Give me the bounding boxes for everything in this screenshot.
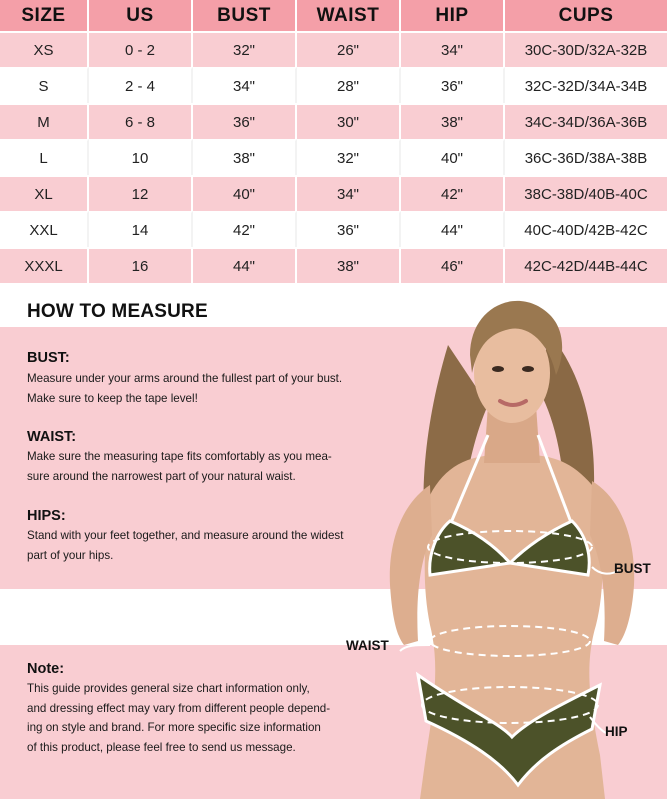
- bust-callout: BUST: [614, 561, 651, 576]
- cell-waist: 32": [297, 139, 401, 175]
- cell-size: S: [0, 67, 89, 103]
- table-row: [0, 175, 667, 211]
- hip-callout: HIP: [605, 724, 628, 739]
- cell-hip: 34": [401, 31, 505, 67]
- header-waist: WAIST: [297, 0, 401, 31]
- cell-hip: 36": [401, 67, 505, 103]
- cell-hip: 38": [401, 103, 505, 139]
- bust-text: [27, 369, 407, 408]
- cell-us: 14: [89, 211, 193, 247]
- cell-us: 10: [89, 139, 193, 175]
- hips-line: part of your hips.: [27, 548, 114, 562]
- waist-pointer: [400, 645, 430, 651]
- cell-us: 2 - 4: [89, 67, 193, 103]
- cell-us: 16: [89, 247, 193, 283]
- model-illustration: [360, 285, 667, 799]
- table-row: [0, 211, 667, 247]
- model-photo: [360, 285, 667, 799]
- cell-size: M: [0, 103, 89, 139]
- note-line: and dressing effect may vary from different people depend-: [27, 701, 331, 715]
- header-us: US: [89, 0, 193, 31]
- cell-bust: 34": [193, 67, 297, 103]
- note-line: This guide provides general size chart information only,: [27, 682, 310, 695]
- note-line: ing on style and brand. For more specific size information: [27, 721, 321, 734]
- cell-bust: 40": [193, 175, 297, 211]
- hips-text: [27, 526, 407, 565]
- note-heading: Note:: [27, 661, 65, 677]
- cell-hip: 40": [401, 139, 505, 175]
- header-cups: CUPS: [505, 0, 667, 31]
- waist-text: [27, 447, 407, 486]
- cell-bust: 42": [193, 211, 297, 247]
- cell-hip: 44": [401, 211, 505, 247]
- cell-waist: 34": [297, 175, 401, 211]
- cell-hip: 46": [401, 247, 505, 283]
- hips-line: Stand with your feet together, and measure around the widest: [27, 529, 344, 542]
- table-row: [0, 67, 667, 103]
- cell-cups: 30C-30D/32A-32B: [505, 31, 667, 67]
- table-header-row: [0, 0, 667, 31]
- waist-line: sure around the narrowest part of your natural waist.: [27, 469, 296, 483]
- header-bust: BUST: [193, 0, 297, 31]
- cell-cups: 40C-40D/42B-42C: [505, 211, 667, 247]
- cell-cups: 38C-38D/40B-40C: [505, 175, 667, 211]
- cell-hip: 42": [401, 175, 505, 211]
- cell-bust: 36": [193, 103, 297, 139]
- bust-line: Measure under your arms around the fullest part of your bust.: [27, 372, 343, 385]
- cell-size: XXXL: [0, 247, 89, 283]
- cell-size: XS: [0, 31, 89, 67]
- cell-waist: 36": [297, 211, 401, 247]
- note-text: [27, 679, 407, 757]
- cell-us: 12: [89, 175, 193, 211]
- bust-line: Make sure to keep the tape level!: [27, 391, 198, 405]
- table-row: [0, 31, 667, 67]
- waist-callout: WAIST: [346, 638, 389, 653]
- cell-size: XXL: [0, 211, 89, 247]
- cell-waist: 26": [297, 31, 401, 67]
- waist-heading: WAIST:: [27, 429, 77, 445]
- header-hip: HIP: [401, 0, 505, 31]
- how-to-measure-title: HOW TO MEASURE: [27, 301, 208, 322]
- table-row: [0, 247, 667, 283]
- size-chart-table: [0, 0, 667, 283]
- cell-bust: 38": [193, 139, 297, 175]
- cell-cups: 32C-32D/34A-34B: [505, 67, 667, 103]
- hips-heading: HIPS:: [27, 508, 66, 524]
- eye-right: [522, 366, 534, 372]
- cell-cups: 34C-34D/36A-36B: [505, 103, 667, 139]
- cell-waist: 30": [297, 103, 401, 139]
- cell-waist: 38": [297, 247, 401, 283]
- cell-size: L: [0, 139, 89, 175]
- eye-left: [492, 366, 504, 372]
- cell-waist: 28": [297, 67, 401, 103]
- header-size: SIZE: [0, 0, 89, 31]
- waist-line: Make sure the measuring tape fits comfortably as you mea-: [27, 450, 332, 463]
- cell-bust: 44": [193, 247, 297, 283]
- bust-heading: BUST:: [27, 350, 70, 366]
- cell-us: 6 - 8: [89, 103, 193, 139]
- cell-bust: 32": [193, 31, 297, 67]
- table-row: [0, 103, 667, 139]
- cell-cups: 36C-36D/38A-38B: [505, 139, 667, 175]
- cell-size: XL: [0, 175, 89, 211]
- cell-us: 0 - 2: [89, 31, 193, 67]
- cell-cups: 42C-42D/44B-44C: [505, 247, 667, 283]
- table-row: [0, 139, 667, 175]
- note-line: of this product, please feel free to send us message.: [27, 740, 296, 754]
